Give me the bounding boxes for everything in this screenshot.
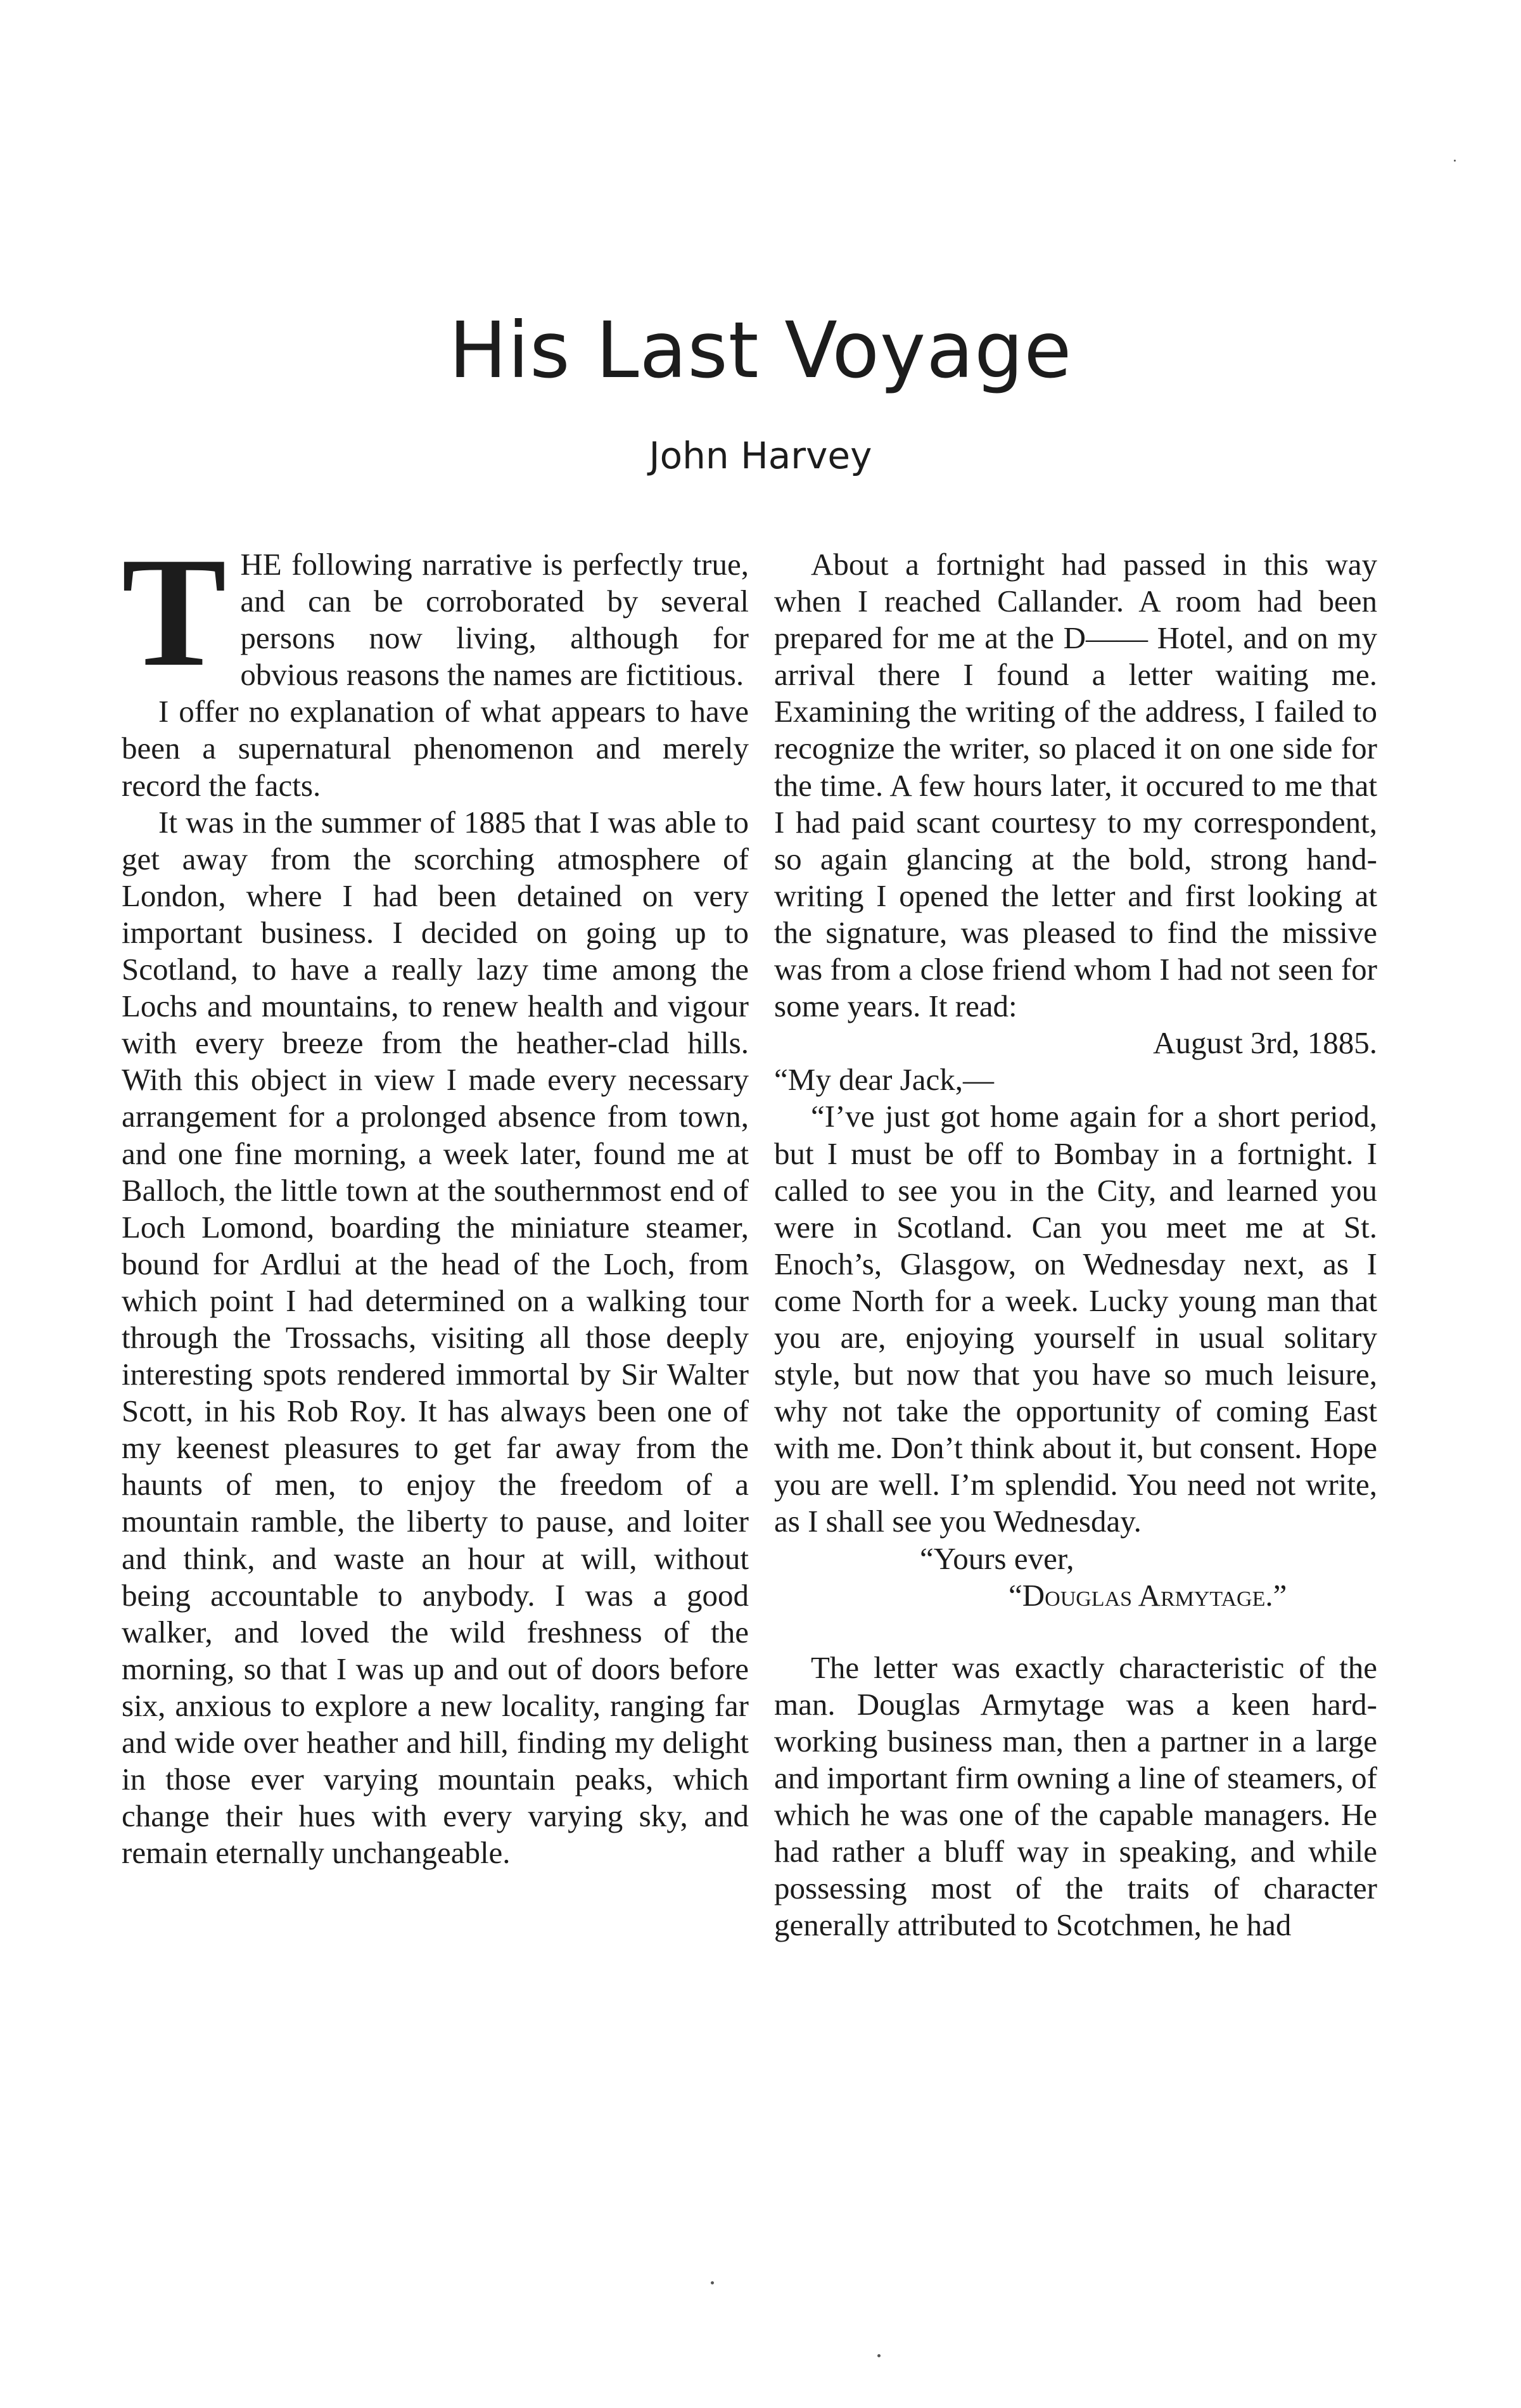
opening-paragraph-text: HE following narrative is perfectly true, and can be corroborated by several persons now living, although for obvious reasons the names are fictitious. bbox=[240, 547, 749, 693]
letter-closing: “Yours ever, bbox=[920, 1540, 1074, 1576]
paragraph-5: The letter was exactly characteristic of the man. Douglas Armytage was a keen hard-working business man, then a partner in a large and important firm owning a line of steamers, of which he was one of the capable managers. He had rather a bluff way in speaking, and while possessing most of the traits of character generally attributed to Scotchmen, he had bbox=[774, 1649, 1377, 1943]
print-speck bbox=[711, 2281, 714, 2284]
letter-date: August 3rd, 1885. bbox=[1153, 1025, 1377, 1061]
paragraph-4: About a fortnight had passed in this way when I reached Callander. A room had been prepared for me at the D—— Hotel, and on my arrival there I found a letter waiting me. Examining the writing of the address, I failed to recognize the writer, so placed it on one side for the time. A few hours later, it occured to me that I had paid scant courtesy to my correspondent, so again glancing at the bold, strong hand-writing I opened the letter and first looking at the signature, was pleased to find the missive was from a close friend whom I had not seen for some years. It read: bbox=[774, 547, 1377, 1024]
print-speck bbox=[1454, 160, 1456, 162]
letter-body: “I’ve just got home again for a short period, but I must be off to Bombay in a fortnight. I called to see you in the City, and learned you were in Scotland. Can you meet me at St. Enoch’s, Glasgow, on Wednesday next, as I come North for a week. Lucky young man that you are, enjoying yourself in usual solitary style, but now that you have so much leisure, why not take the opportunity of coming East with me. Don’t think about it, but consent. Hope you are well. I’m splendid. You need not write, as I shall see you Wednesday. bbox=[774, 1099, 1377, 1539]
article-title: His Last Voyage bbox=[449, 305, 1072, 395]
letter-salutation: “My dear Jack,— bbox=[774, 1062, 994, 1098]
paragraph-3: It was in the summer of 1885 that I was able to get away from the scorching atmosphere of London, where I had been detained on very important business. I decided on going up to Scotland, to have a really lazy time among the Lochs and mountains, to renew health and vigour with every breeze from the heather-clad hills. With this object in view I made every necessary arrangement for a prolonged absence from town, and one fine morning, a week later, found me at Balloch, the little town at the southernmost end of Loch Lomond, boarding the miniature steamer, bound for Ardlui at the head of the Loch, from which point I had determined on a walking tour through the Trossachs, visiting all those deeply interesting spots rendered immortal by Sir Walter Scott, in his Rob Roy. It has always been one of my keenest pleasures to get far away from the haunts of men, to enjoy the freedom of a mountain ramble, the liberty to pause, and loiter and think, and waste an hour at will, without being accountable to anybody. I was a good walker, and loved the wild freshness of the morning, so that I was up and out of doors before six, anxious to explore a new locality, ranging far and wide over heather and hill, finding my delight in those ever varying mountain peaks, which change their hues with every varying sky, and remain eternally unchangeable. bbox=[122, 804, 749, 1871]
left-column bbox=[122, 525, 749, 1871]
opening-paragraph bbox=[122, 525, 749, 699]
print-speck bbox=[877, 2354, 881, 2357]
drop-cap: T bbox=[122, 525, 227, 699]
paragraph-2: I offer no explanation of what appears to have been a supernatural phenomenon and merely record the facts. bbox=[122, 694, 749, 803]
right-column bbox=[774, 546, 1377, 1944]
letter-signature: “Douglas Armytage.” bbox=[1009, 1577, 1287, 1613]
article-author: John Harvey bbox=[649, 434, 872, 477]
